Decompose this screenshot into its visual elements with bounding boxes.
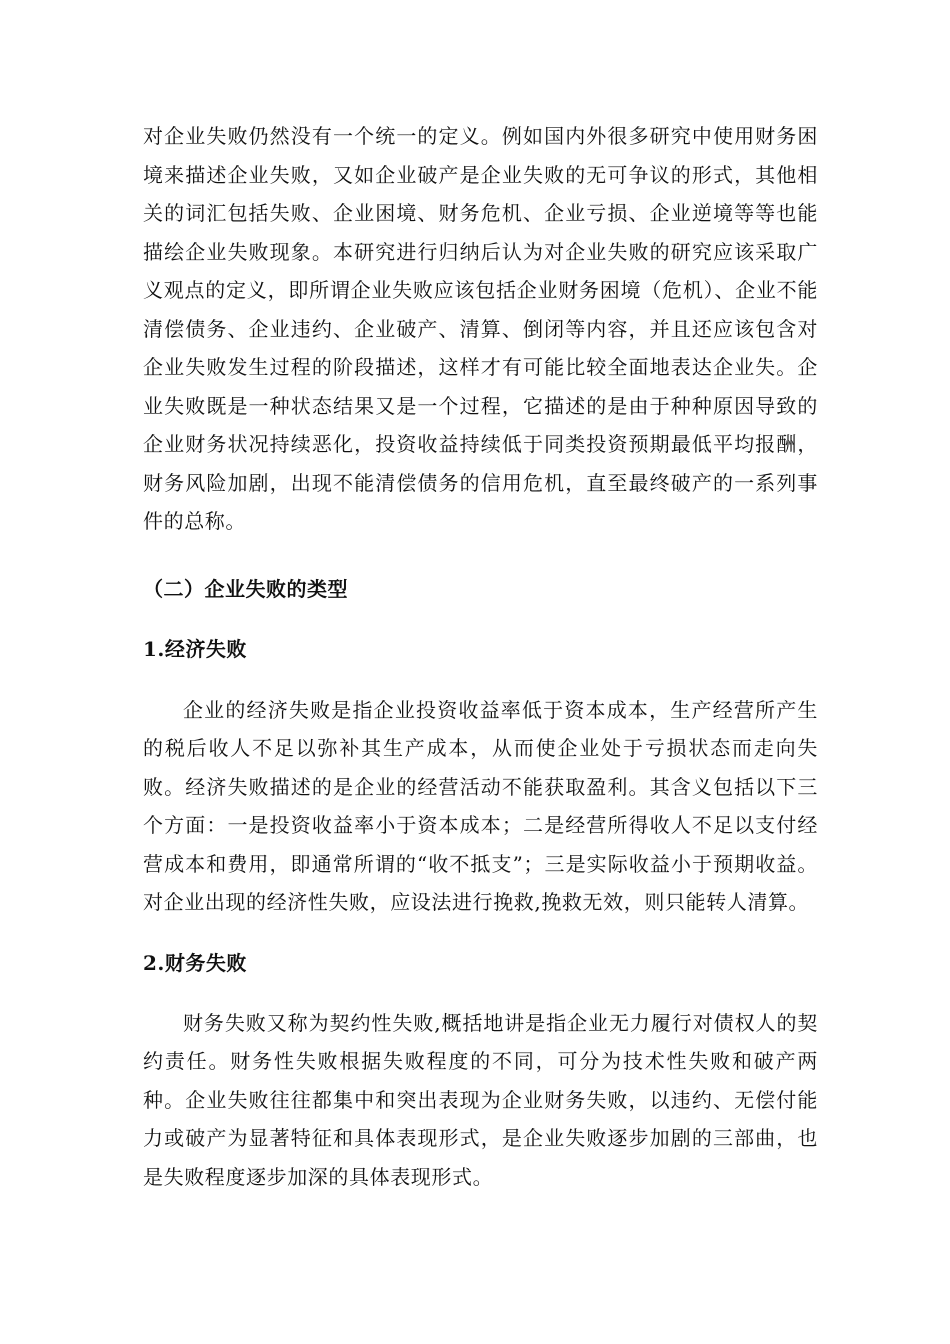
document-page xyxy=(143,117,818,1196)
section-heading: （二）企业失败的类型 xyxy=(143,576,348,601)
body-paragraph: 企业的经济失败是指企业投资收益率低于资本成本，生产经营所产生的税后收人不足以弥补其生产成本，从而使企业处于亏损状态而走向失败。经济失败描述的是企业的经营活动不能获取盈利。其含义包括以下三个方面：一是投资收益率小于资本成本；二是经营所得收人不足以支付经营成本和费用，即通常所谓的“收不抵支”；三是实际收益小于预期收益。对企业出现的经济性失败，应设法进行挽救,挽救无效，则只能转人清算。 xyxy=(143,697,818,914)
subheading-economic-failure: 1.经济失败 xyxy=(143,636,247,661)
body-paragraph: 对企业失败仍然没有一个统一的定义。例如国内外很多研究中使用财务困境来描述企业失败，又如企业破产是企业失败的无可争议的形式，其他相关的词汇包括失败、企业困境、财务危机、企业亏损、企业逆境等等也能描绘企业失败现象。本研究进行归纳后认为对企业失败的研究应该采取广义观点的定义，即所谓企业失败应该包括企业财务困境（危机）、企业不能清偿债务、企业违约、企业破产、清算、倒闭等内容，并且还应该包含对企业失败发生过程的阶段描述，这样才有可能比较全面地表达企业失。企业失败既是一种状态结果又是一个过程，它描述的是由于种种原因导致的企业财务状况持续恶化，投资收益持续低于同类投资预期最低平均报酬，财务风险加剧，出现不能清偿债务的信用危机，直至最终破产的一系列事件的总称。 xyxy=(143,124,818,533)
subheading-financial-failure: 2.财务失败 xyxy=(143,950,247,975)
body-paragraph: 财务失败又称为契约性失败,概括地讲是指企业无力履行对债权人的契约责任。财务性失败根据失败程度的不同，可分为技术性失败和破产两种。企业失败往往都集中和突出表现为企业财务失败，以违约、无偿付能力或破产为显著特征和具体表现形式，是企业失败逐步加剧的三部曲，也是失败程度逐步加深的具体表现形式。 xyxy=(143,1010,818,1189)
